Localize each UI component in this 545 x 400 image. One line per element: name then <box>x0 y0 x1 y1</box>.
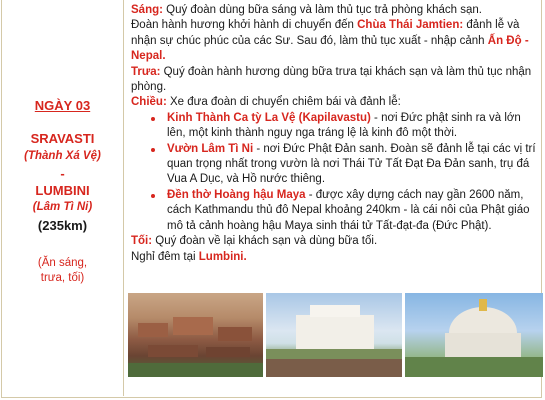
photo-strip <box>128 293 543 377</box>
morning-paragraph-2 <box>131 18 536 64</box>
visit-text: - nơi Đức Phật Đản sanh. Đoàn sẽ đảnh lễ tại các vị trí quan trọng nhất trong vườn là nơi Thái Tử Tất Đạt Đa Đản sanh, trụ đá Vua A Dục, và Hồ nước thiêng. <box>167 142 536 186</box>
evening-text: Quý đoàn về lại khách sạn và dùng bữa tối. <box>152 235 378 248</box>
visit-text: - nơi Đức phật sinh ra và lớn lên, một kinh thành nguy nga tráng lệ là kinh đô một thời. <box>167 111 521 140</box>
morning-text-3: đảnh lễ và nhận sự chúc phúc của các Sư. Sau đó, làm thủ tục xuất - nhập cảnh <box>131 19 520 47</box>
morning-text-2: Đoàn hành hương khởi hành di chuyển đến <box>131 19 358 32</box>
itinerary-table <box>1 0 542 398</box>
visit-list <box>131 111 536 234</box>
morning-label: Sáng: <box>131 4 163 16</box>
list-item <box>167 111 536 142</box>
place-separator: - <box>60 166 65 181</box>
place-lumbini: LUMBINI <box>35 183 90 198</box>
list-item <box>167 142 536 188</box>
afternoon-paragraph <box>131 95 536 110</box>
morning-paragraph <box>131 3 536 18</box>
night-text: Nghỉ đêm tại <box>131 250 199 263</box>
afternoon-text: Xe đưa đoàn di chuyển chiêm bái và đảnh lễ: <box>166 96 401 109</box>
schedule-cell <box>124 0 541 396</box>
visit-name: Đền thờ Hoàng hậu Maya <box>167 188 306 201</box>
place-lumbini-sub: (Lâm Tì Ni) <box>32 201 93 213</box>
noon-label: Trưa: <box>131 65 161 78</box>
visit-name: Vườn Lâm Tì Ni <box>167 142 254 155</box>
temple-name: Chùa Thái Jamtien: <box>357 19 464 32</box>
visit-text: - được xây dựng cách nay gần 2600 năm, cách Kathmandu thủ đô Nepal khoảng 240km - là cái nôi của Phật giáo mô tả cảnh hoàng hậu Maya sinh thái tử Tất-đạt-đa (Đức Phật). <box>167 188 530 232</box>
visit-name: Kinh Thành Ca tỳ La Vệ (Kapilavastu) <box>167 111 371 124</box>
noon-paragraph <box>131 65 536 96</box>
ruins-photo <box>128 293 263 377</box>
noon-text: Quý đoàn hành hương dùng bữa trưa tại khách sạn và làm thủ tục nhận phòng. <box>131 65 532 94</box>
stupa-photo <box>405 293 543 377</box>
meals-line-2: trưa, tối) <box>40 272 85 284</box>
morning-text: Quý đoàn dùng bữa sáng và làm thủ tục trả phòng khách sạn. <box>162 4 482 16</box>
distance: (235km) <box>37 218 88 233</box>
day-title: NGÀY 03 <box>34 98 91 113</box>
meals-line-1: (Ăn sáng, <box>37 257 88 269</box>
border-name: Ấn Độ - Nepal. <box>131 34 529 63</box>
night-place: Lumbini. <box>198 250 247 263</box>
temple-photo <box>266 293 402 377</box>
evening-paragraph <box>131 234 536 249</box>
night-paragraph <box>131 250 536 265</box>
day-cell <box>2 0 124 396</box>
place-sravasti: SRAVASTI <box>30 131 95 146</box>
evening-label: Tối: <box>131 235 153 248</box>
afternoon-label: Chiều: <box>131 96 167 109</box>
meals-info <box>2 256 123 286</box>
place-sravasti-sub: (Thành Xá Vệ) <box>24 150 101 162</box>
list-item <box>167 188 536 234</box>
schedule-text <box>131 3 536 265</box>
